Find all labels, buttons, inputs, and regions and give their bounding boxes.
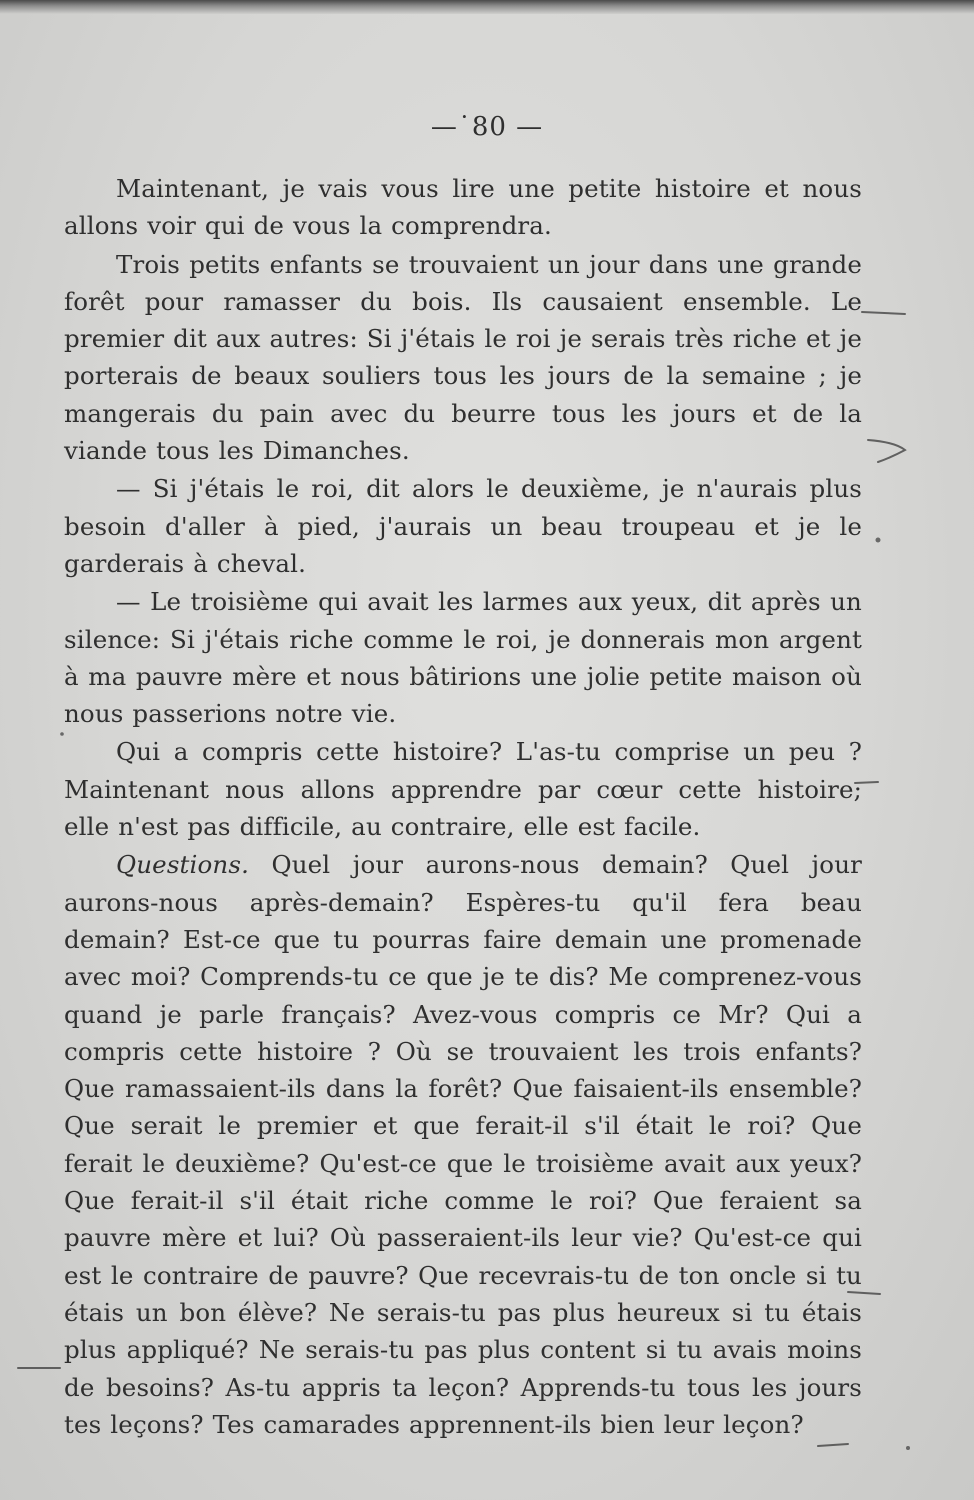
questions-heading: Questions. [116,850,250,880]
margin-dash-mark [818,1444,848,1446]
margin-dot-mark [906,1446,910,1450]
margin-dash-mark [862,312,905,314]
page-number: —˙80 — [430,112,544,142]
paragraph-intro: Maintenant, je vais vous lire une petite histoire et nous allons voir qui de vous la comprendra. [64,174,862,241]
questions-text: Quel jour aurons-nous demain? Quel jour aurons-nous après-demain? Espères-tu qu'il fera beau demain? Est-ce que tu pourras faire demain une promenade avec moi? Comprends-tu ce que je te dis? Me comprenez-vous quand je parle français? Avez-vous compris ce Mr? Qui a compris cette histoire ? Où se trouvaient les trois enfants? Que ramassaient-ils dans la forêt? Que faisaient-ils ensemble? Que serait le premier et que ferait-il s'il était le roi? Que ferait le deuxième? Qu'est-ce que le troisième avait aux yeux? Que ferait-il s'il était riche comme le roi? Que feraient sa pauvre mère et lui? Où passeraient-ils leur vie? Qu'est-ce qui est le contraire de pauvre? Que recevrais-tu de ton oncle si tu étais un bon élève? Ne serais-tu pas plus heureux si tu étais plus appliqué? Ne serais-tu pas plus content si tu avais moins de besoins? As-tu appris ta leçon? Apprends-tu tous les jours tes leçons? Tes camarades apprennent-ils bien leur leçon? [64,850,862,1439]
paragraph-questions [64,846,862,1443]
paragraph-comprehension: Qui a compris cette histoire? L'as-tu comprise un peu ? Maintenant nous allons apprendre par cœur cette histoire; elle n'est pas difficile, au contraire, elle est facile. [64,737,862,842]
body-text [64,170,862,1443]
paragraph-story: Trois petits enfants se trouvaient un jour dans une grande forêt pour ramasser du bois. Ils causaient ensemble. Le premier dit aux autres: Si j'étais le roi je serais très riche et je porterais de beaux souliers tous les jours de la semaine ; je mangerais du pain avec du beurre tous les jours et de la viande tous les Dimanches. [64,249,862,466]
paragraph-third-child: — Le troisième qui avait les larmes aux yeux, dit après un silence: Si j'étais riche comme le roi, je donnerais mon argent à ma pauvre mère et nous bâtirions une jolie petite maison où nous passerions notre vie. [64,587,862,729]
margin-squiggle-mark [868,440,905,462]
margin-dot-mark [876,538,881,543]
page-top-edge [0,0,974,14]
paragraph-second-child: — Si j'étais le roi, dit alors le deuxième, je n'aurais plus besoin d'aller à pied, j'aurais un beau troupeau et je le garderais à cheval. [64,474,862,578]
